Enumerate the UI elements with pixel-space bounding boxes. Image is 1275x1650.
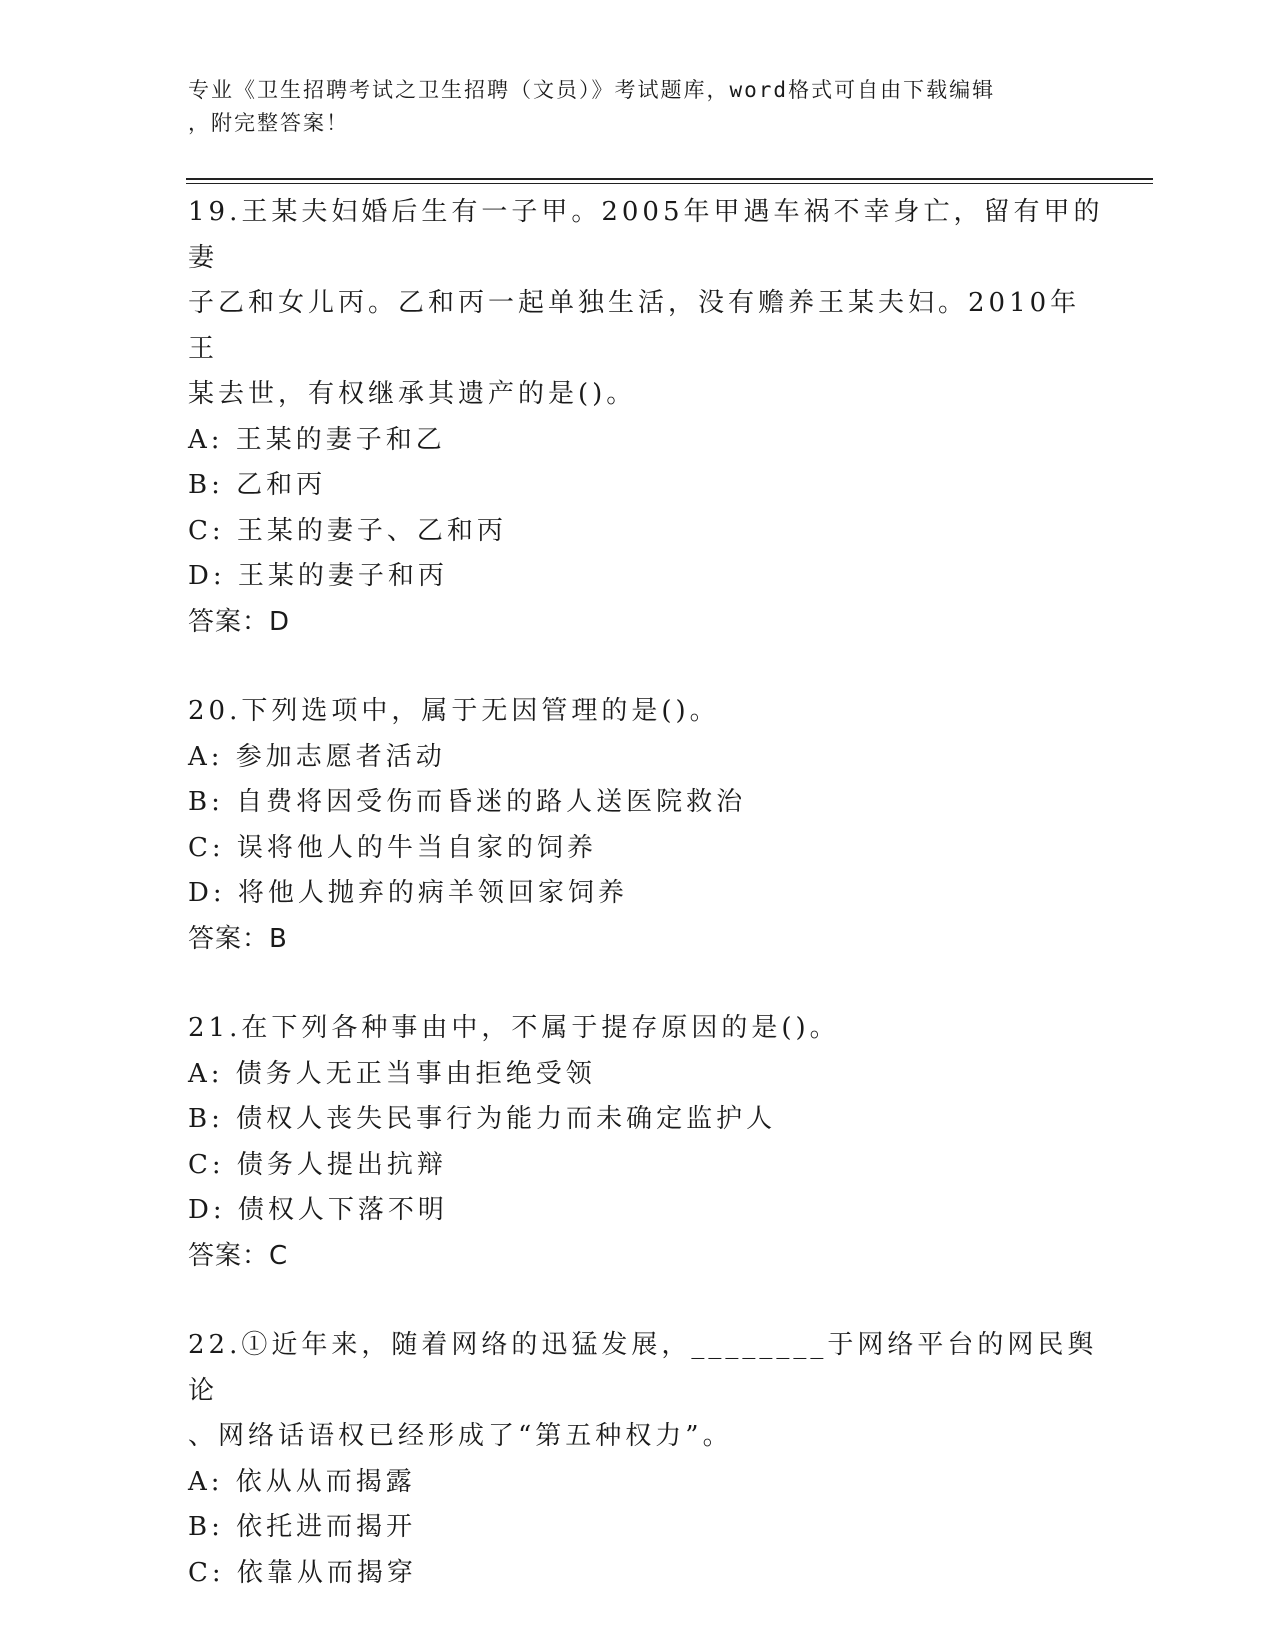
answer-label: 答案：B [188,923,288,954]
option-d: D: 将他人抛弃的病羊领回家饲养 [188,878,628,908]
question-stem-line: 、网络话语权已经形成了“第五种权力”。 [188,1421,733,1451]
option-c: C: 债务人提出抗辩 [188,1149,447,1180]
question-stem-line: 19.王某夫妇婚后生有一子甲。2005年甲遇车祸不幸身亡，留有甲的妻 [188,197,1104,273]
option-c: C: 误将他人的牛当自家的饲养 [188,832,597,863]
document-header [188,74,1088,140]
option-a: A: 依从从而揭露 [188,1466,416,1497]
question-stem-line: 某去世，有权继承其遗产的是()。 [188,379,637,409]
option-d: D: 王某的妻子和丙 [188,561,448,591]
header-divider-thick [186,178,1153,180]
header-divider-thin [186,183,1153,184]
option-b: B: 依托进而揭开 [188,1512,417,1542]
option-d: D: 债权人下落不明 [188,1195,448,1225]
question-stem-line: 22.①近年来，随着网络的迅猛发展，________于网络平台的网民舆论 [188,1330,1098,1406]
option-a: A: 王某的妻子和乙 [188,424,446,455]
question-stem-line: 20.下列选项中，属于无因管理的是()。 [188,696,720,726]
answer-label: 答案：C [188,1240,289,1271]
header-line-2: ，附完整答案！ [188,111,349,135]
option-b: B: 自费将因受伤而昏迷的路人送医院救治 [188,787,747,817]
option-b: B: 债权人丧失民事行为能力而未确定监护人 [188,1104,777,1134]
option-a: A: 债务人无正当事由拒绝受领 [188,1058,596,1089]
option-c: C: 依靠从而揭穿 [188,1557,417,1588]
question-stem-line: 子乙和女儿丙。乙和丙一起单独生活，没有赡养王某夫妇。2010年王 [188,288,1081,364]
header-line-1: 专业《卫生招聘考试之卫生招聘（文员）》考试题库，word格式可自由下载编辑 [188,78,996,102]
question-21 [188,1006,1108,1279]
answer-label: 答案：D [188,606,291,637]
question-20 [188,689,1108,962]
question-19 [188,190,1108,645]
option-c: C: 王某的妻子、乙和丙 [188,515,507,546]
question-stem-line: 21.在下列各种事由中，不属于提存原因的是()。 [188,1013,840,1043]
question-list [188,190,1108,1640]
option-b: B: 乙和丙 [188,470,327,500]
question-22 [188,1323,1108,1596]
option-a: A: 参加志愿者活动 [188,741,446,772]
